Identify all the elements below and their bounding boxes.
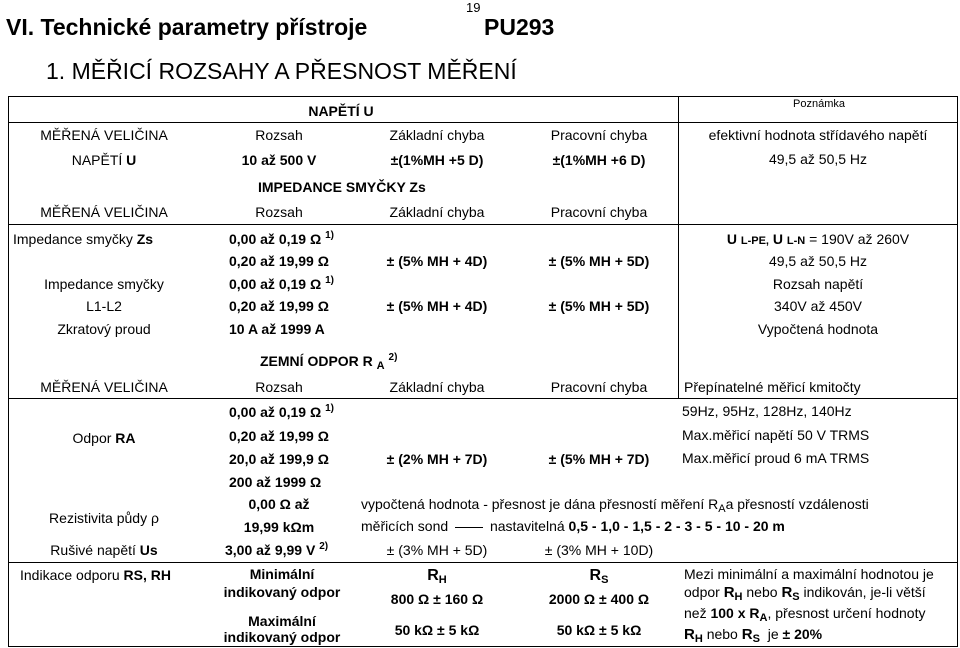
impedance-l1l2-label-b: L1-L2 xyxy=(86,298,122,314)
rh-letter: R xyxy=(427,567,439,584)
table-rule xyxy=(8,122,958,123)
short-circuit-range: 10 A až 1999 A xyxy=(229,321,325,337)
voltage-basic-error: ±(1%MH +5 D) xyxy=(390,152,484,168)
col-header-quantity: MĚŘENÁ VELIČINA xyxy=(40,379,168,395)
resistivity-range-high: 19,99 kΩm xyxy=(243,519,315,535)
note-bold: 100 x R xyxy=(710,605,760,621)
earth-range-2: 0,20 až 19,99 Ω xyxy=(229,428,329,444)
rs-header xyxy=(590,568,609,584)
r-letter: R xyxy=(781,584,793,601)
r-letter: R xyxy=(684,626,695,643)
note-text: měřicích sond xyxy=(361,518,449,534)
indication-symbols: RS, RH xyxy=(123,567,171,583)
indication-label-text: Indikace odporu xyxy=(20,567,120,583)
footnote-mark: 2) xyxy=(319,541,329,552)
voltage-label-text: NAPĚTÍ xyxy=(71,152,123,168)
note-text: vypočtená hodnota - přesnost je dána přesností měření R xyxy=(361,496,719,512)
indication-label xyxy=(20,568,171,582)
col-header-quantity: MĚŘENÁ VELIČINA xyxy=(40,127,168,143)
note-text: = 190V až 260V xyxy=(805,231,910,247)
impedance-zs-range-low xyxy=(229,232,334,246)
odpor-label xyxy=(72,431,135,445)
table-rule xyxy=(8,562,958,563)
noise-voltage-label xyxy=(50,543,157,557)
footnote-mark: 1) xyxy=(325,275,334,286)
col-header-working-error: Pracovní chyba xyxy=(550,127,648,143)
voltage-working-error: ±(1%MH +6 D) xyxy=(552,152,646,168)
noise-symbol: Us xyxy=(139,542,158,558)
range-text: 0,00 až 0,19 Ω xyxy=(229,231,322,247)
col-header-working-error: Pracovní chyba xyxy=(550,204,648,220)
note-text: indikován, je-li větší xyxy=(803,584,926,600)
voltage-frequency: 49,5 až 50,5 Hz xyxy=(768,151,868,167)
voltage-note: efektivní hodnota střídavého napětí xyxy=(708,127,928,143)
impedance-l1l2-note: Rozsah napětí xyxy=(772,276,864,292)
max-label-2: indikovaný odpor xyxy=(223,629,341,645)
voltage-range: 10 až 500 V xyxy=(241,152,317,168)
note-text: nastavitelná xyxy=(489,518,565,534)
indication-note-2 xyxy=(684,584,926,603)
note-subscript: A xyxy=(718,503,726,515)
impedance-zs-note xyxy=(727,232,909,247)
footnote-mark: 2) xyxy=(388,352,398,363)
note-text: nebo xyxy=(706,626,738,642)
min-label-1: Minimální xyxy=(249,566,315,582)
impedance-zs-range-high: 0,20 až 19,99 Ω xyxy=(229,253,329,269)
impedance-l1l2-range-low xyxy=(229,277,334,291)
section-heading: 1. MĚŘICÍ ROZSAHY A PŘESNOST MĚŘENÍ xyxy=(46,58,517,84)
section-title: VI. Technické parametry přístroje xyxy=(6,14,368,40)
impedance-zs-frequency: 49,5 až 50,5 Hz xyxy=(768,253,868,269)
impedance-l1l2-range-high: 0,20 až 19,99 Ω xyxy=(229,298,329,314)
short-circuit-note: Vypočtená hodnota xyxy=(757,321,879,337)
range-text: 3,00 až 9,99 V xyxy=(225,542,316,558)
indication-note-1: Mezi minimální a maximální hodnotou je xyxy=(684,566,934,582)
col-header-quantity: MĚŘENÁ VELIČINA xyxy=(40,204,168,220)
table-rule xyxy=(957,96,958,647)
impedance-l1l2-working-error: ± (5% MH + 5D) xyxy=(548,298,650,314)
note-symbol: U xyxy=(772,231,784,247)
impedance-title: IMPEDANCE SMYČKY Zs xyxy=(258,179,426,195)
earth-title-sub: A xyxy=(376,360,385,372)
note-text: , přesnost určení hodnoty xyxy=(767,605,926,621)
resistivity-label: Rezistivita půdy ρ xyxy=(49,510,159,526)
note-text: nebo xyxy=(746,584,778,600)
earth-max-voltage: Max.měřicí napětí 50 V TRMS xyxy=(682,427,870,443)
footnote-mark: 1) xyxy=(325,230,334,241)
r-letter: R xyxy=(723,584,735,601)
impedance-l1l2-label: Impedance smyčky xyxy=(44,276,164,292)
rs-min: 2000 Ω ± 400 Ω xyxy=(548,591,650,607)
short-circuit-label: Zkratový proud xyxy=(57,321,151,337)
note-text: a přesností vzdálenosti xyxy=(725,496,869,512)
impedance-zs-symbol: Zs xyxy=(136,231,154,247)
impedance-zs-label xyxy=(13,232,153,246)
r-sub: H xyxy=(694,633,703,645)
max-label-1: Maximální xyxy=(248,613,316,629)
table-rule xyxy=(8,96,958,97)
min-label-2: indikovaný odpor xyxy=(223,584,341,600)
range-text: 0,00 až 0,19 Ω xyxy=(229,404,322,420)
note-header: Poznámka xyxy=(793,98,845,110)
table-rule xyxy=(8,224,958,225)
impedance-l1l2-basic-error: ± (5% MH + 4D) xyxy=(386,298,488,314)
earth-basic-error: ± (2% MH + 7D) xyxy=(386,451,488,467)
rs-sub: S xyxy=(601,574,609,586)
odpor-label-text: Odpor xyxy=(72,430,112,446)
col-header-range: Rozsah xyxy=(255,379,303,395)
voltage-title: NAPĚTÍ U xyxy=(308,103,374,119)
rh-sub: H xyxy=(438,574,447,586)
col-header-basic-error: Základní chyba xyxy=(389,127,485,143)
rh-header xyxy=(427,568,447,584)
rh-min: 800 Ω ± 160 Ω xyxy=(390,591,484,607)
impedance-l1l2-voltage: 340V až 450V xyxy=(774,298,862,314)
voltage-label xyxy=(72,153,137,167)
note-subscript: L-N xyxy=(786,235,806,247)
range-text: 0,00 až 0,19 Ω xyxy=(229,276,322,292)
noise-voltage-range xyxy=(225,543,328,557)
resistivity-note-1 xyxy=(361,496,869,515)
earth-range-4: 200 až 1999 Ω xyxy=(229,474,322,490)
rh-max: 50 kΩ ± 5 kΩ xyxy=(394,622,480,638)
resistivity-range-low: 0,00 Ω až xyxy=(248,496,310,512)
col-header-basic-error: Základní chyba xyxy=(389,204,485,220)
earth-frequencies: 59Hz, 95Hz, 128Hz, 140Hz xyxy=(682,403,852,419)
note-text: odpor xyxy=(684,584,720,600)
table-rule xyxy=(678,96,679,398)
r-sub: S xyxy=(792,591,800,603)
earth-range-1 xyxy=(229,405,334,419)
col-header-frequencies: Přepínatelné měřicí kmitočty xyxy=(684,379,861,395)
r-sub: H xyxy=(734,591,743,603)
table-rule xyxy=(8,398,958,399)
dash-rule xyxy=(455,527,483,528)
noise-voltage-basic-error: ± (3% MH + 5D) xyxy=(386,542,488,558)
r-sub: S xyxy=(752,633,760,645)
table-rule xyxy=(8,646,958,647)
r-sub: A xyxy=(759,612,768,624)
col-header-working-error: Pracovní chyba xyxy=(550,379,648,395)
col-header-range: Rozsah xyxy=(255,127,303,143)
indication-note-4 xyxy=(684,626,823,645)
rs-max: 50 kΩ ± 5 kΩ xyxy=(556,622,642,638)
col-header-basic-error: Základní chyba xyxy=(389,379,485,395)
note-symbol: U xyxy=(726,231,737,247)
r-letter: R xyxy=(741,626,753,643)
note-text: je xyxy=(767,626,779,642)
resistivity-note-2 xyxy=(361,519,785,533)
impedance-zs-label-text: Impedance smyčky xyxy=(13,231,133,247)
earth-max-current: Max.měřicí proud 6 mA TRMS xyxy=(682,450,870,466)
footnote-mark: 1) xyxy=(325,403,334,414)
probe-distances: 0,5 - 1,0 - 1,5 - 2 - 3 - 5 - 10 - 20 m xyxy=(568,518,785,534)
impedance-zs-working-error: ± (5% MH + 5D) xyxy=(548,253,650,269)
indication-note-3 xyxy=(684,605,926,624)
page-number: 19 xyxy=(466,0,481,15)
rs-letter: R xyxy=(589,567,602,584)
odpor-symbol: RA xyxy=(115,430,136,446)
earth-range-3: 20,0 až 199,9 Ω xyxy=(229,451,329,467)
noise-label-text: Rušivé napětí xyxy=(50,542,136,558)
voltage-label-symbol: U xyxy=(126,152,137,168)
impedance-zs-basic-error: ± (5% MH + 4D) xyxy=(386,253,488,269)
note-bold: ± 20% xyxy=(782,626,823,642)
col-header-range: Rozsah xyxy=(255,204,303,220)
table-rule xyxy=(8,96,9,647)
earth-title-text: ZEMNÍ ODPOR R xyxy=(260,353,373,369)
note-subscript: L-PE, xyxy=(740,235,769,247)
model-name: PU293 xyxy=(484,14,555,40)
note-text: než xyxy=(684,605,707,621)
noise-voltage-working-error: ± (3% MH + 10D) xyxy=(544,542,654,558)
earth-title xyxy=(260,352,398,372)
earth-working-error: ± (5% MH + 7D) xyxy=(548,451,650,467)
